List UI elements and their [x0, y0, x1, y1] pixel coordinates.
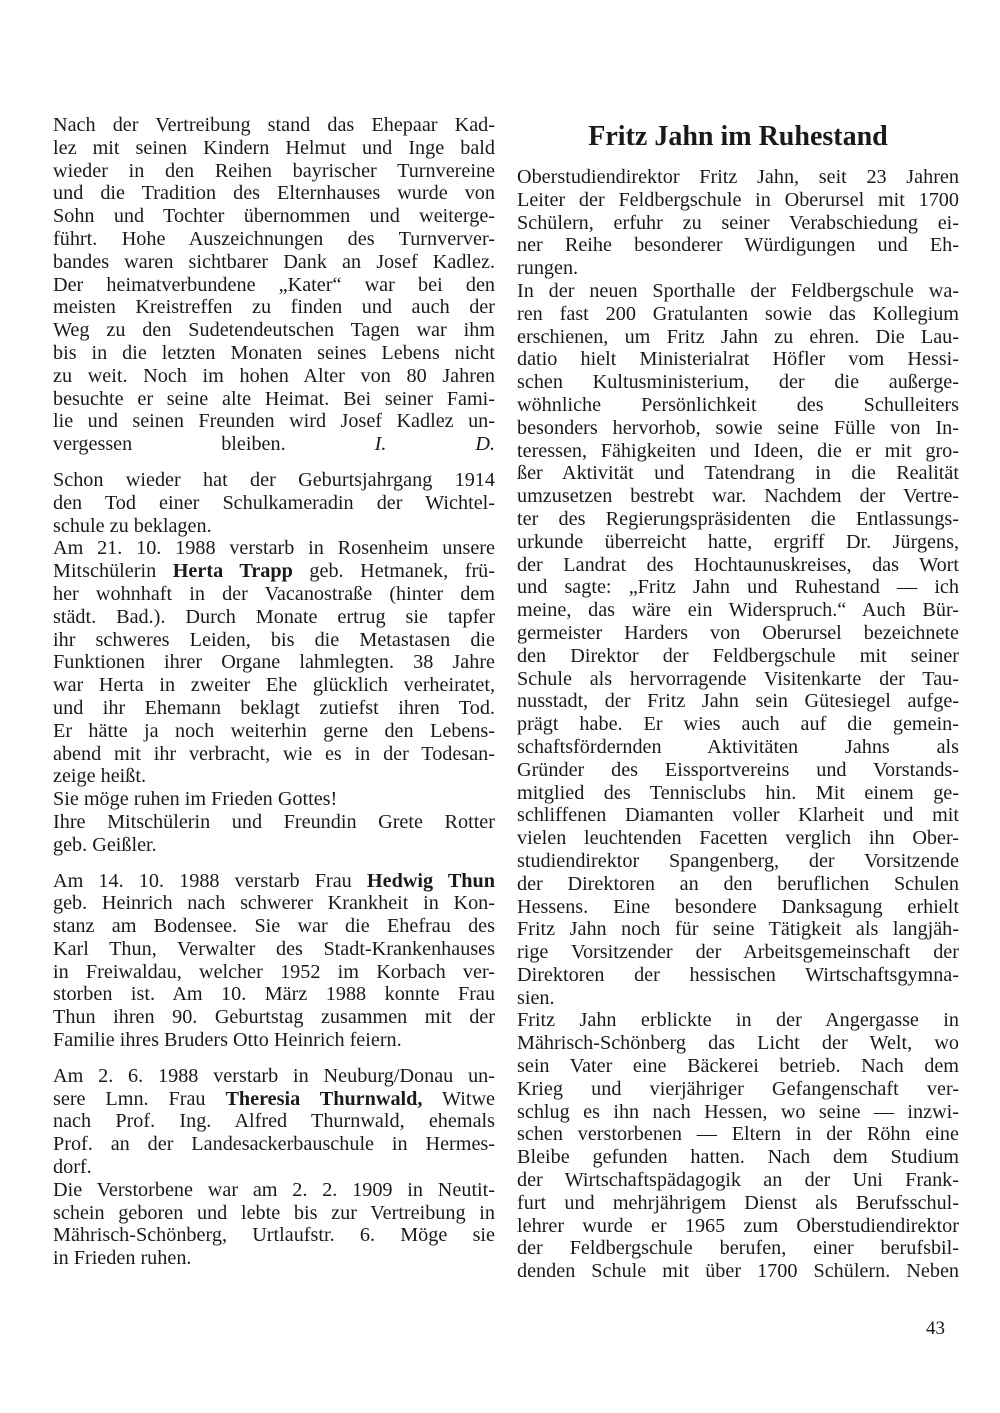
text-line: datio hielt Ministerialrat Höfler vom Hessi- [517, 348, 959, 371]
text-line: wöhnliche Persönlichkeit des Schulleiters [517, 393, 959, 416]
text-line: Am 21. 10. 1988 verstarb in Rosenheim unsere [53, 537, 495, 560]
text-line: lez mit seinen Kindern Helmut und Inge bald [53, 136, 495, 159]
text-line: urkunde überreicht hatte, ergriff Dr. Jürgens, [517, 530, 959, 553]
text-line: Sohn und Tochter übernommen und weiterge- [53, 205, 495, 228]
text-line: besonders hervorhob, sowie seine Fülle von In- [517, 416, 959, 439]
text-line: Weg zu den Sudetendeutschen Tagen war ihm [53, 319, 495, 342]
deceased-name: Hedwig Thun [366, 869, 495, 892]
author-initials: I. D. [374, 433, 495, 456]
text-line [53, 870, 495, 893]
text-line: Mährisch-Schönberg, Urtlaufstr. 6. Möge sie [53, 1224, 495, 1247]
text-line: zu weit. Noch im hohen Alter von 80 Jahren [53, 364, 495, 387]
text-line: umzusetzen bestrebt war. Nachdem der Vertre- [517, 485, 959, 508]
text-line: Die Verstorbene war am 2. 2. 1909 in Neutit- [53, 1178, 495, 1201]
text-line: lie und seinen Freunden wird Josef Kadlez un- [53, 410, 495, 433]
text-line: Schon wieder hat der Geburtsjahrgang 1914 [53, 468, 495, 491]
text-line: studiendirektor Spangenberg, der Vorsitzende [517, 849, 959, 872]
text-line: nusstadt, der Fritz Jahn sein Gütesiegel aufge- [517, 690, 959, 713]
text-line: Direktoren der hessischen Wirtschaftsgymna- [517, 963, 959, 986]
text-line: storben ist. Am 10. März 1988 konnte Frau [53, 983, 495, 1006]
text-line: sein Vater eine Bäckerei betrieb. Nach dem [517, 1055, 959, 1078]
text-line: erschienen, um Fritz Jahn zu ehren. Die Lau- [517, 325, 959, 348]
deceased-name: Theresia Thurnwald, [225, 1087, 423, 1110]
text-line: Schule als hervorragende Visitenkarte der Tau- [517, 667, 959, 690]
text-line: Am 2. 6. 1988 verstarb in Neuburg/Donau un- [53, 1064, 495, 1087]
text-line: war Herta in zweiter Ehe glücklich verheiratet, [53, 674, 495, 697]
deceased-name: Herta Trapp [172, 560, 293, 583]
text-line: stanz am Bodensee. Sie war die Ehefrau des [53, 915, 495, 938]
text-line: Leiter der Feldbergschule in Oberursel mit 1700 [517, 188, 959, 211]
text-line: germeister Harders von Oberursel bezeichnete [517, 621, 959, 644]
kadlez-obituary [53, 114, 495, 456]
text-line: dorf. [53, 1156, 92, 1179]
jahn-biography [517, 1009, 959, 1283]
signature-line [53, 433, 495, 456]
text-line: vergessen bleiben. [53, 433, 286, 456]
text-line: Prof. an der Landesackerbauschule in Hermes- [53, 1133, 495, 1156]
paragraph-gap [53, 857, 495, 870]
page-number: 43 [926, 1318, 945, 1339]
text-segment: sere Lmn. Frau [53, 1087, 226, 1110]
text-line: den Direktor der Feldbergschule mit seiner [517, 644, 959, 667]
text-line [53, 1088, 495, 1111]
text-line: her wohnhaft in der Vacanostraße (hinter dem [53, 582, 495, 605]
left-column [53, 114, 495, 1270]
text-line: Der heimatverbundene „Kater“ war bei den [53, 273, 495, 296]
text-line: abend mit ihr verbracht, wie es in der Todesan- [53, 742, 495, 765]
text-line: Bleibe gefunden hatten. Nach dem Studium [517, 1146, 959, 1169]
text-line: Fritz Jahn erblickte in der Angergasse in [517, 1009, 959, 1032]
article-heading: Fritz Jahn im Ruhestand [588, 121, 888, 152]
text-line: schule zu beklagen. [53, 514, 212, 537]
text-line: ihr schweres Leiden, bis die Metastasen die [53, 628, 495, 651]
text-line: Ihre Mitschülerin und Freundin Grete Rotter [53, 810, 495, 833]
text-line: schlug es ihn nach Hessen, wo seine — inzwi- [517, 1100, 959, 1123]
text-line: geb. Heinrich nach schwerer Krankheit in Kon- [53, 892, 495, 915]
text-line: Mährisch-Schönberg das Licht der Welt, wo [517, 1032, 959, 1055]
text-line: lehrer wurde er 1965 zum Oberstudiendirektor [517, 1214, 959, 1237]
text-line: schein geboren und lebte bis zur Vertreibung in [53, 1201, 495, 1224]
text-line: städt. Bad.). Durch Monate ertrug sie tapfer [53, 605, 495, 628]
text-segment: Am 14. 10. 1988 verstarb Frau [53, 869, 367, 892]
text-line: Fritz Jahn noch für seine Tätigkeit als langjäh- [517, 918, 959, 941]
text-line: meisten Kreistreffen zu finden und auch der [53, 296, 495, 319]
right-column [517, 114, 959, 1283]
jahn-intro [517, 166, 959, 280]
text-line: furt und mehrjährigem Dienst als Berufsschul- [517, 1191, 959, 1214]
text-line: Krieg und vierjähriger Gefangenschaft ver- [517, 1077, 959, 1100]
text-line: bandes waren sichtbarer Dank an Josef Kadlez. [53, 250, 495, 273]
text-line: schen Kultusministerium, der die außerge- [517, 371, 959, 394]
text-line: sien. [517, 986, 555, 1009]
text-line: Schülern, erfuhr zu seiner Verabschiedung ei- [517, 211, 959, 234]
text-line: teressen, Fähigkeiten und Ideen, die er mit gro- [517, 439, 959, 462]
thurnwald-obituary [53, 1065, 495, 1179]
text-line: rige Vorsitzender der Arbeitsgemeinschaft der [517, 941, 959, 964]
text-line: Gründer des Eissportvereins und Vorstands- [517, 758, 959, 781]
text-line: zeige heißt. [53, 765, 147, 788]
text-line [53, 560, 495, 583]
jahn-ceremony [517, 280, 959, 1010]
thurnwald-details [53, 1179, 495, 1270]
text-line: schliffenen Diamanten voller Klarheit und mit [517, 804, 959, 827]
trapp-closing [53, 788, 495, 811]
text-line: den Tod einer Schulkameradin der Wichtel- [53, 491, 495, 514]
text-line: mitglied des Tennisclubs hin. Mit einem ge- [517, 781, 959, 804]
trapp-obituary [53, 537, 495, 788]
text-line: In der neuen Sporthalle der Feldbergschule wa- [517, 279, 959, 302]
text-line: und ihr Ehemann beklagt zutiefst ihren Tod. [53, 696, 495, 719]
text-line: Nach der Vertreibung stand das Ehepaar Kad- [53, 114, 495, 136]
text-line: meine, das wäre ein Widerspruch.“ Auch Bür- [517, 599, 959, 622]
text-line: bis in die letzten Monaten seines Lebens nicht [53, 341, 495, 364]
text-segment: geb. Hetmanek, frü- [292, 560, 495, 583]
text-line: Familie ihres Bruders Otto Heinrich feiern. [53, 1029, 402, 1052]
text-line: und sagte: „Fritz Jahn und Ruhestand — ich [517, 576, 959, 599]
text-line: der Landrat des Hochtaunuskreises, das Wort [517, 553, 959, 576]
text-line: besuchte er seine alte Heimat. Bei seiner Fami- [53, 387, 495, 410]
text-line: nach Prof. Ing. Alfred Thurnwald, ehemals [53, 1110, 495, 1133]
text-line: denden Schule mit über 1700 Schülern. Neben [517, 1260, 959, 1283]
text-line: rungen. [517, 257, 579, 280]
text-line: ren fast 200 Gratulanten sowie das Kollegium [517, 302, 959, 325]
text-line: der Wirtschaftspädagogik an der Uni Frank- [517, 1169, 959, 1192]
text-line: schen verstorbenen — Eltern in der Röhn eine [517, 1123, 959, 1146]
thun-obituary [53, 870, 495, 1052]
text-line: wieder in den Reihen bayrischer Turnvereine [53, 159, 495, 182]
paragraph-gap [53, 1052, 495, 1065]
text-line: schaftsfördernden Aktivitäten Jahns als [517, 735, 959, 758]
text-line: Er hätte ja noch weiterhin gerne den Lebens- [53, 719, 495, 742]
text-line: geb. Geißler. [53, 833, 157, 856]
text-line: führt. Hohe Auszeichnungen des Turnverver- [53, 227, 495, 250]
trapp-signature [53, 811, 495, 857]
text-line: und die Tradition des Elternhauses wurde von [53, 182, 495, 205]
text-line: prägt habe. Er wies auch auf die gemein- [517, 713, 959, 736]
text-line: Sie möge ruhen im Frieden Gottes! [53, 788, 338, 811]
text-line: in Freiwaldau, welcher 1952 im Korbach ver- [53, 960, 495, 983]
text-segment: Witwe [422, 1087, 495, 1110]
trapp-intro [53, 469, 495, 537]
text-line: Hessens. Eine besondere Danksagung erhielt [517, 895, 959, 918]
paragraph-gap [53, 456, 495, 469]
text-segment: Mitschülerin [53, 560, 173, 583]
text-line: Funktionen ihrer Organe lahmlegten. 38 Jahre [53, 651, 495, 674]
text-line: vielen leuchtenden Facetten verglich ihn Ober- [517, 827, 959, 850]
text-line: ßer Aktivität und Tatendrang in die Realität [517, 462, 959, 485]
text-line: Thun ihren 90. Geburtstag zusammen mit der [53, 1006, 495, 1029]
text-line: in Frieden ruhen. [53, 1247, 192, 1270]
text-line: ter des Regierungspräsidenten die Entlassungs- [517, 507, 959, 530]
text-line: der Direktoren an den beruflichen Schulen [517, 872, 959, 895]
text-line: der Feldbergschule berufen, einer berufsbil- [517, 1237, 959, 1260]
text-line: Karl Thun, Verwalter des Stadt-Krankenhauses [53, 937, 495, 960]
text-line: Oberstudiendirektor Fritz Jahn, seit 23 Jahren [517, 166, 959, 188]
text-line: ner Reihe besonderer Würdigungen und Eh- [517, 234, 959, 257]
